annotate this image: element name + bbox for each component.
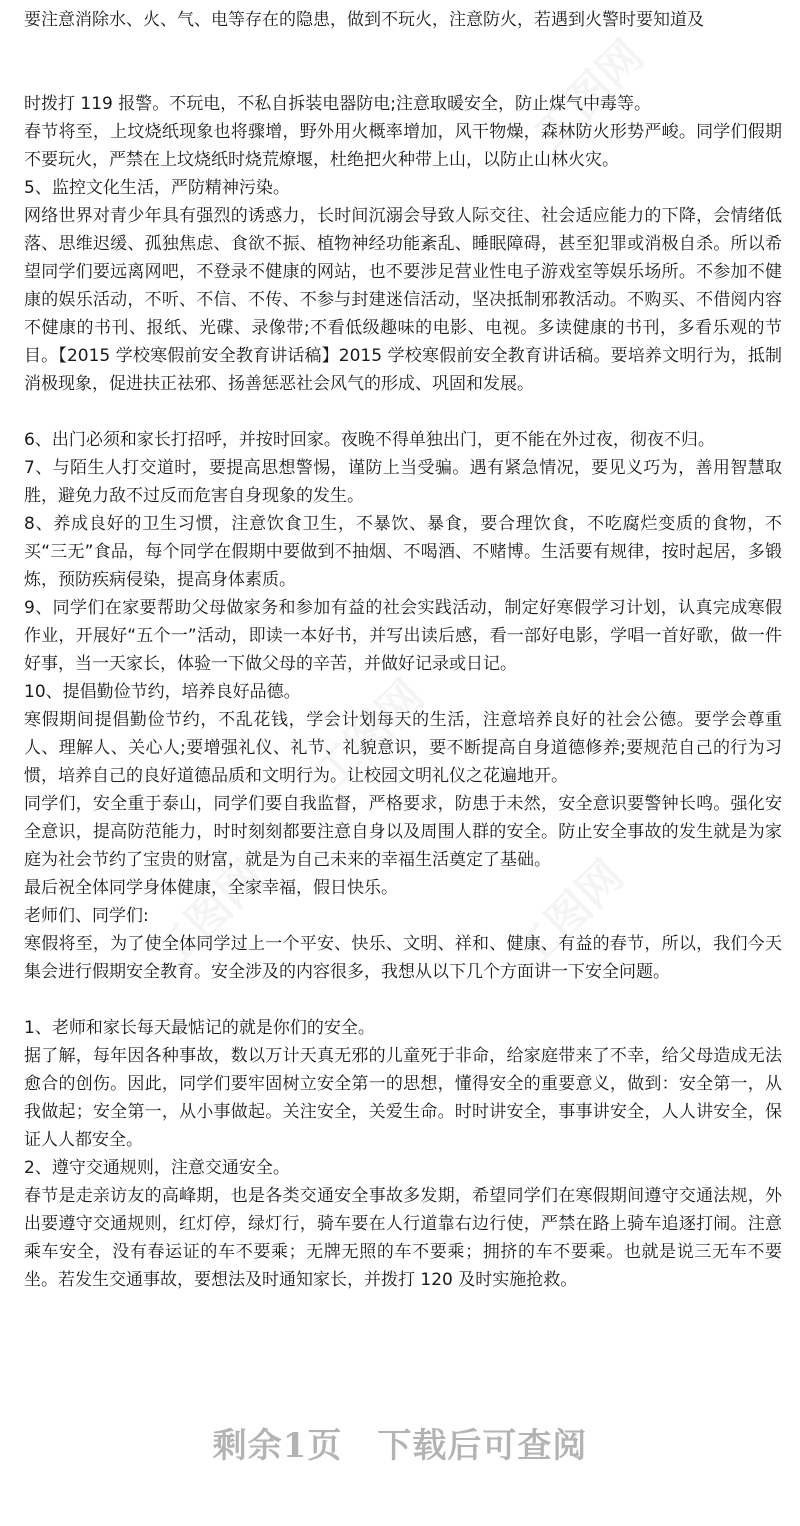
paragraph: 网络世界对青少年具有强烈的诱惑力，长时间沉溺会导致人际交往、社会适应能力的下降，会情绪低落、思维迟缓、孤独焦虑、食欲不振、植物神经功能紊乱、睡眠障碍，甚至犯罪或消极自杀。所以希望同学们要远离网吧，不登录不健康的网站，也不要涉足营业性电子游戏室等娱乐场所。不参加不健康的娱乐活动，不听、不信、不传、不参与封建迷信活动，坚决抵制邪教活动。不购买、不借阅内容不健康的书刊、报纸、光碟、录像带;不看低级趣味的电影、电视。多读健康的书刊，多看乐观的节目。【2015 学校寒假前安全教育讲话稿】2015 学校寒假前安全教育讲话稿。要培养文明行为，抵制消极现象，促进扶正祛邪、扬善惩恶社会风气的形成、巩固和发展。 [24,206,782,394]
section-heading: 2、遵守交通规则，注意交通安全。 [24,1158,290,1178]
paragraph: 8、养成良好的卫生习惯，注意饮食卫生，不暴饮、暴食，要合理饮食，不吃腐烂变质的食物，不买“三无”食品，每个同学在假期中要做到不抽烟、不喝酒、不赌博。生活要有规律，按时起居，多锻炼，预防疾病侵染，提高身体素质。 [24,514,782,590]
download-prompt[interactable]: 剩余1页 下载后可查阅 [212,1426,588,1466]
salutation: 老师们、同学们: [24,906,149,926]
paragraph: 7、与陌生人打交道时，要提高思想警惕，谨防上当受骗。遇有紧急情况，要见义巧为，善用智慧取胜，避免力敌不过反而危害自身现象的发生。 [24,458,782,506]
section-heading: 10、提倡勤俭节约，培养良好品德。 [24,682,301,702]
paragraph: 寒假期间提倡勤俭节约，不乱花钱，学会计划每天的生活，注意培养良好的社会公德。要学会尊重人、理解人、关心人;要增强礼仪、礼节、礼貌意识，要不断提高自身道德修养;要规范自己的行为习惯，培养自己的良好道德品质和文明行为。让校园文明礼仪之花遍地开。 [24,710,782,786]
paragraph: 春节是走亲访友的高峰期，也是各类交通安全事故多发期，希望同学们在寒假期间遵守交通法规，外出要遵守交通规则，红灯停，绿灯行，骑车要在人行道靠右边行使，严禁在路上骑车追逐打闹。注意乘车安全，没有春运证的车不要乘；无牌无照的车不要乘；拥挤的车不要乘。也就是说三无车不要坐。若发生交通事故，要想法及时通知家长，并拨打 120 及时实施抢救。 [24,1186,782,1290]
paragraph: 春节将至，上坟烧纸现象也将骤增，野外用火概率增加，风干物燥，森林防火形势严峻。同学们假期不要玩火，严禁在上坟烧纸时烧荒燎堰，杜绝把火种带上山，以防止山林火灾。 [24,122,782,170]
paragraph: 9、同学们在家要帮助父母做家务和参加有益的社会实践活动，制定好寒假学习计划，认真完成寒假作业，开展好“五个一”活动，即读一本好书，并写出读后感，看一部好电影，学唱一首好歌，做一件好事，当一天家长，体验一下做父母的辛苦，并做好记录或日记。 [24,598,782,674]
paragraph: 据了解，每年因各种事故，数以万计天真无邪的儿童死于非命，给家庭带来了不幸，给父母造成无法愈合的创伤。因此，同学们要牢固树立安全第一的思想，懂得安全的重要意义，做到：安全第一，从我做起；安全第一，从小事做起。关注安全，关爱生命。时时讲安全，事事讲安全，人人讲安全，保证人人都安全。 [24,1046,782,1150]
closing-line: 最后祝全体同学身体健康，全家幸福，假日快乐。 [24,878,398,898]
paragraph: 时拨打 119 报警。不玩电，不私自拆装电器防电;注意取暖安全，防止煤气中毒等。 [24,94,651,114]
section-heading: 1、老师和家长每天最惦记的就是你们的安全。 [24,1018,375,1038]
section-heading: 5、监控文化生活，严防精神污染。 [24,178,290,198]
top-line-fragment: 要注意消除水、火、气、电等存在的隐患，做到不玩火，注意防火，若遇到火警时要知道及 [24,10,704,30]
paragraph: 同学们，安全重于泰山，同学们要自我监督，严格要求，防患于未然，安全意识要警钟长鸣。强化安全意识，提高防范能力，时时刻刻都要注意自身以及周围人群的安全。防止安全事故的发生就是为家庭为社会节约了宝贵的财富，就是为自己未来的幸福生活奠定了基础。 [24,794,782,870]
paragraph: 寒假将至，为了使全体同学过上一个平安、快乐、文明、祥和、健康、有益的春节，所以，我们今天集会进行假期安全教育。安全涉及的内容很多，我想从以下几个方面讲一下安全问题。 [24,934,782,982]
paragraph: 6、出门必须和家长打招呼，并按时回家。夜晚不得单独出门，更不能在外过夜，彻夜不归。 [24,430,715,450]
